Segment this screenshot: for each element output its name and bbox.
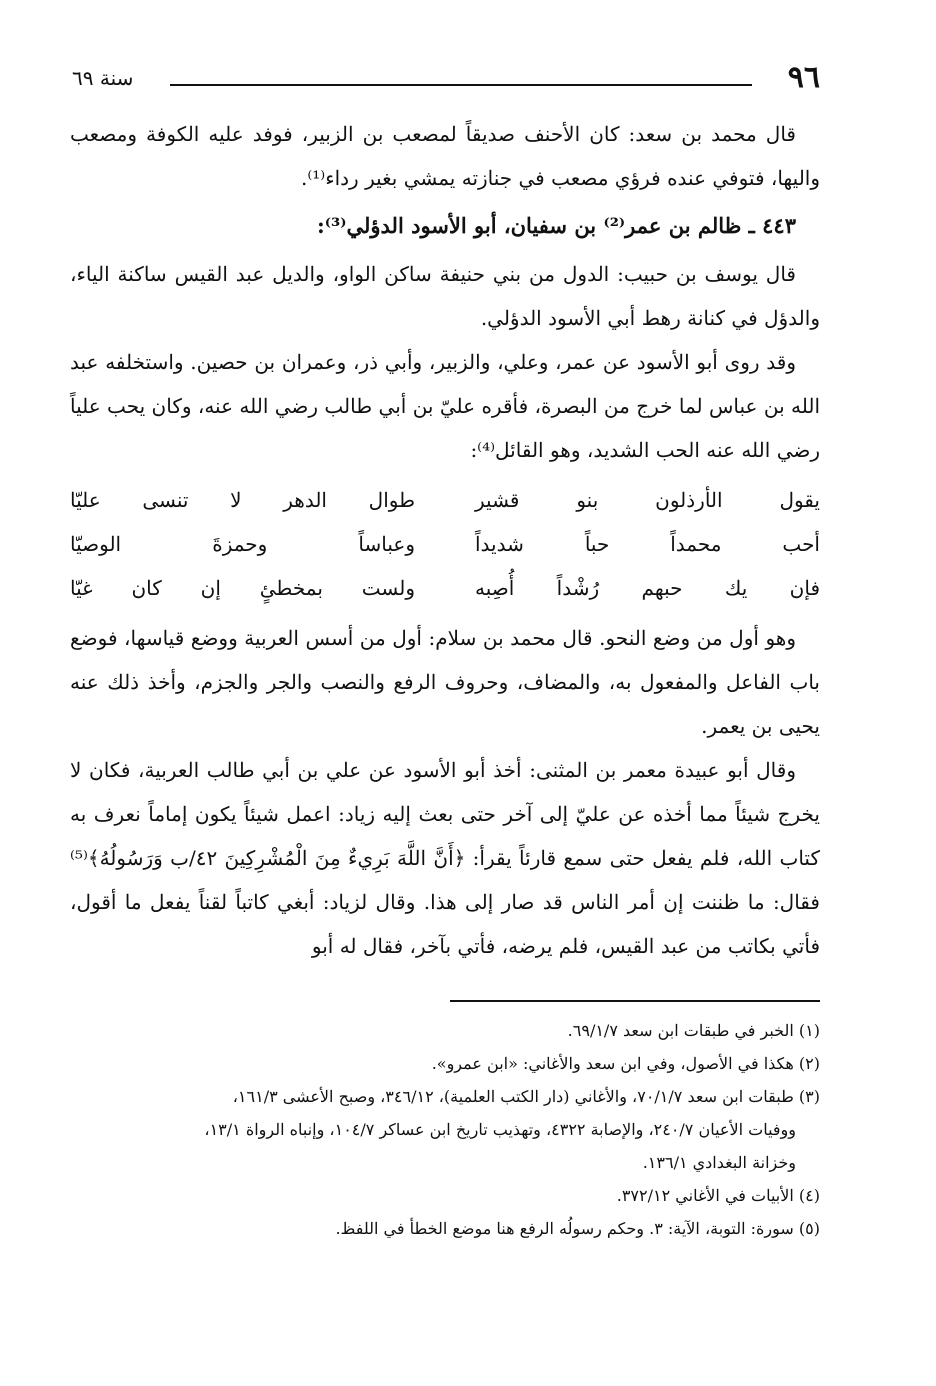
verse-3-first-half: فإن يك حبهم رُشْداً أُصِبه: [475, 576, 820, 600]
footnote-3-continuation: ووفيات الأعيان ٢٤٠/٧، والإصابة ٤٣٢٢، وتهذيب تاريخ ابن عساكر ١٠٤/٧، وإنباه الرواة ١٣/١،: [204, 1120, 796, 1139]
verse-2: [70, 522, 820, 566]
footnote-2: (٢) هكذا في الأصول، وفي ابن سعد والأغاني: «ابن عمرو».: [431, 1054, 820, 1073]
footnote-4: (٤) الأبيات في الأغاني ٣٧٢/١٢.: [616, 1186, 820, 1205]
footnote-1: (١) الخبر في طبقات ابن سعد ٦٩/١/٧.: [567, 1021, 820, 1040]
year-label: سنة ٦٩: [72, 66, 134, 90]
footnote-3-continuation-2: وخزانة البغدادي ١٣٦/١.: [642, 1153, 796, 1172]
footnote-5: (٥) سورة: التوبة، الآية: ٣. وحكم رسولُه الرفع هنا موضع الخطأ في اللفظ.: [335, 1219, 820, 1238]
verse-1-second-half: طوال الدهر لا تنسى عليّا: [70, 488, 415, 512]
main-text: [70, 112, 820, 968]
verse-2-first-half: أحب محمداً حباً شديداً: [475, 532, 820, 556]
paragraph-2: قال يوسف بن حبيب: الدول من بني حنيفة ساكن الواو، والديل عبد القيس ساكنة الياء، والدؤل في كنانة رهط أبي الأسود الدؤلي.: [70, 262, 820, 330]
verse-3: [70, 566, 820, 610]
book-page: [70, 0, 830, 1386]
entry-heading: ٤٤٣ ـ ظالم بن عمر⁽²⁾ بن سفيان، أبو الأسود الدؤلي⁽³⁾:: [317, 213, 796, 238]
footnote-3: (٣) طبقات ابن سعد ٧٠/١/٧، والأغاني (دار الكتب العلمية)، ٣٤٦/١٢، وصبح الأعشى ١٦١/٣،: [232, 1087, 820, 1106]
poem: [70, 478, 820, 610]
paragraph-3: وقد روى أبو الأسود عن عمر، وعلي، والزبير، وأبي ذر، وعمران بن حصين. واستخلفه عبد الله بن عباس لما خرج من البصرة، فأقره عليّ بن أبي طالب رضي الله عنه، وكان يحب علياً رضي الله عنه الحب الشديد، وهو القائل⁽⁴⁾:: [70, 350, 820, 462]
verse-2-second-half: وعباساً وحمزةَ الوصيّا: [70, 532, 415, 556]
paragraph-5: وقال أبو عبيدة معمر بن المثنى: أخذ أبو الأسود عن علي بن أبي طالب العربية، فكان لا يخرج شيئاً مما أخذه عن عليّ إلى آخر حتى بعث إليه زياد: اعمل شيئاً يكون إماماً نعرف به كتاب الله، فلم يفعل حتى سمع قارئاً يقرأ: ﴿أَنَّ اللَّهَ بَرِيءٌ مِنَ الْمُشْرِكِينَ ٤٢/ب وَرَسُولُهُ﴾⁽⁵⁾ فقال: ما ظننت إن أمر الناس قد صار إلى هذا. وقال لزياد: أبغي كاتباً لقناً يفعل ما أقول، فأتي بكاتب من عبد القيس، فلم يرضه، فأتي بآخر، فقال له أبو: [70, 758, 820, 958]
header-rule: [170, 84, 752, 86]
verse-3-second-half: ولست بمخطئٍ إن كان غيّا: [70, 576, 415, 600]
paragraph-4: وهو أول من وضع النحو. قال محمد بن سلام: أول من أسس العربية ووضع قياسها، فوضع باب الفاعل والمفعول به، والمضاف، وحروف الرفع والنصب والجر والجزم، وأخذ ذلك عنه يحيى بن يعمر.: [70, 626, 820, 738]
verse-1: [70, 478, 820, 522]
footnotes: [70, 1014, 820, 1245]
paragraph-1: قال محمد بن سعد: كان الأحنف صديقاً لمصعب بن الزبير، فوفد عليه الكوفة ومصعب واليها، فتوفي عنده فرؤي مصعب في جنازته يمشي بغير رداء⁽¹⁾.: [70, 122, 820, 190]
footnote-rule: [450, 1000, 820, 1002]
verse-1-first-half: يقول الأرذلون بنو قشير: [475, 488, 820, 512]
page-header: [70, 58, 830, 98]
page-number: ٩٦: [787, 60, 820, 95]
